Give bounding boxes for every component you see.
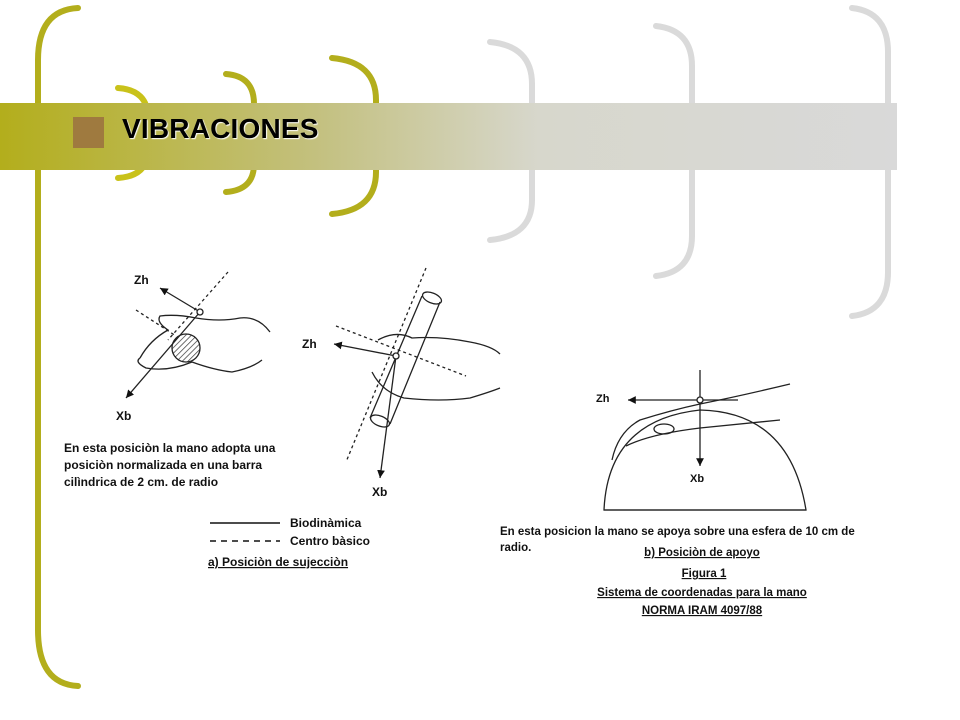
zh-axis-line-1 bbox=[160, 288, 200, 312]
grip-bar-section bbox=[172, 334, 200, 362]
axis-label-xb-3: Xb bbox=[690, 473, 705, 485]
axis-label-zh-3: Zh bbox=[596, 393, 610, 405]
slide-title: VIBRACIONES bbox=[122, 113, 319, 144]
left-caption-line-3: cilìndrica de 2 cm. de radio bbox=[64, 475, 219, 489]
legend-dashed-label: Centro bàsico bbox=[290, 534, 371, 548]
left-hand-diagram-1 bbox=[126, 272, 270, 398]
left-hand-diagram-2 bbox=[334, 268, 500, 478]
axis-label-xb-2: Xb bbox=[372, 485, 388, 499]
figure-label: Figura 1 bbox=[681, 568, 727, 580]
right-hand-diagram bbox=[604, 370, 806, 510]
left-caption-line-2: posiciòn normalizada en una barra bbox=[64, 458, 263, 472]
norm-reference: NORMA IRAM 4097/88 bbox=[641, 605, 763, 617]
sphere-outline bbox=[604, 410, 806, 510]
left-subcaption: a) Posiciòn de sujecciòn bbox=[208, 555, 349, 569]
hand-outline-3 bbox=[612, 384, 790, 460]
basicentric-axis-1 bbox=[168, 272, 228, 340]
basicentric-axis-4 bbox=[336, 326, 466, 376]
right-caption-line-2: radio. bbox=[500, 542, 532, 554]
figure-title: Sistema de coordenadas para la mano bbox=[597, 587, 807, 599]
right-caption-line-1: En esta posicion la mano se apoya sobre una esfera de 10 cm de bbox=[500, 526, 855, 538]
axis-label-zh-2: Zh bbox=[302, 337, 317, 351]
left-caption-line-1: En esta posiciòn la mano adopta una bbox=[64, 441, 276, 455]
legend-solid-label: Biodinàmica bbox=[290, 516, 362, 530]
grip-bar-outline bbox=[370, 296, 440, 424]
axis-label-zh-1: Zh bbox=[134, 273, 149, 287]
basicentric-axis-2 bbox=[136, 310, 176, 336]
right-subcaption: b) Posiciòn de apoyo bbox=[644, 547, 760, 559]
axis-label-xb-1: Xb bbox=[116, 409, 132, 423]
